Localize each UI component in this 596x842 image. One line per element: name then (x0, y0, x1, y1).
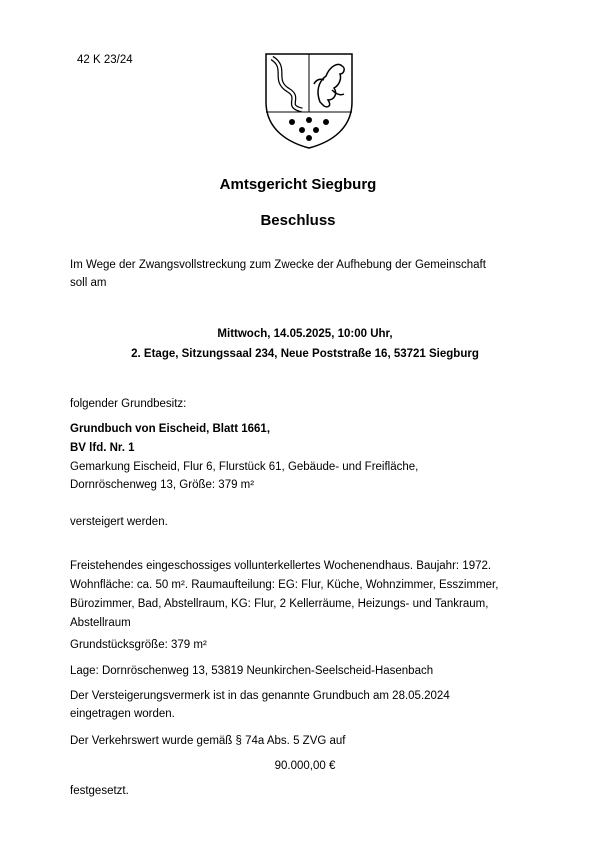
inventory-number: BV lfd. Nr. 1 (70, 442, 135, 454)
intro-line-2: soll am (70, 277, 107, 289)
closing-text: festgesetzt. (70, 785, 129, 797)
description-line-1: Freistehendes eingeschossiges vollunterkellertes Wochenendhaus. Baujahr: 1972. (70, 560, 492, 572)
property-address: Dornröschenweg 13, Größe: 379 m² (70, 479, 255, 491)
cadastral-district: Gemarkung Eischeid, Flur 6, Flurstück 61, Gebäude- und Freifläche, (70, 461, 419, 473)
market-value-text: Der Verkehrswert wurde gemäß § 74a Abs. 5 ZVG auf (70, 735, 346, 747)
property-location: Lage: Dornröschenweg 13, 53819 Neunkirchen-Seelscheid-Hasenbach (70, 665, 434, 677)
description-line-3: Bürozimmer, Bad, Abstellraum, KG: Flur, 2 Kellerräume, Heizungs- und Tankraum, (70, 598, 489, 610)
court-name: Amtsgericht Siegburg (219, 176, 377, 193)
plot-size: Grundstücksgröße: 379 m² (70, 639, 207, 651)
registration-line-1: Der Versteigerungsvermerk ist in das genannte Grundbuch am 28.05.2024 (70, 690, 450, 702)
case-number: 42 K 23/24 (77, 54, 133, 66)
intro-line-1: Im Wege der Zwangsvollstreckung zum Zwecke der Aufhebung der Gemeinschaft (70, 259, 486, 271)
description-line-2: Wohnfläche: ca. 50 m². Raumaufteilung: EG: Flur, Küche, Wohnzimmer, Esszimmer, (70, 579, 499, 591)
land-register: Grundbuch von Eischeid, Blatt 1661, (70, 423, 271, 435)
document-title: Beschluss (260, 212, 336, 229)
description-line-4: Abstellraum (70, 617, 131, 629)
property-description (70, 557, 540, 633)
auction-statement: versteigert werden. (70, 516, 168, 528)
registration-note (70, 687, 540, 723)
nrw-coat-of-arms-icon (262, 50, 356, 150)
market-value-amount: 90.000,00 € (274, 760, 336, 772)
registration-line-2: eingetragen worden. (70, 708, 175, 720)
property-label: folgender Grundbesitz: (70, 398, 187, 410)
auction-location: 2. Etage, Sitzungssaal 234, Neue Poststraße 16, 53721 Siegburg (131, 348, 479, 360)
intro-text (70, 256, 540, 292)
auction-date: Mittwoch, 14.05.2025, 10:00 Uhr, (217, 328, 393, 340)
